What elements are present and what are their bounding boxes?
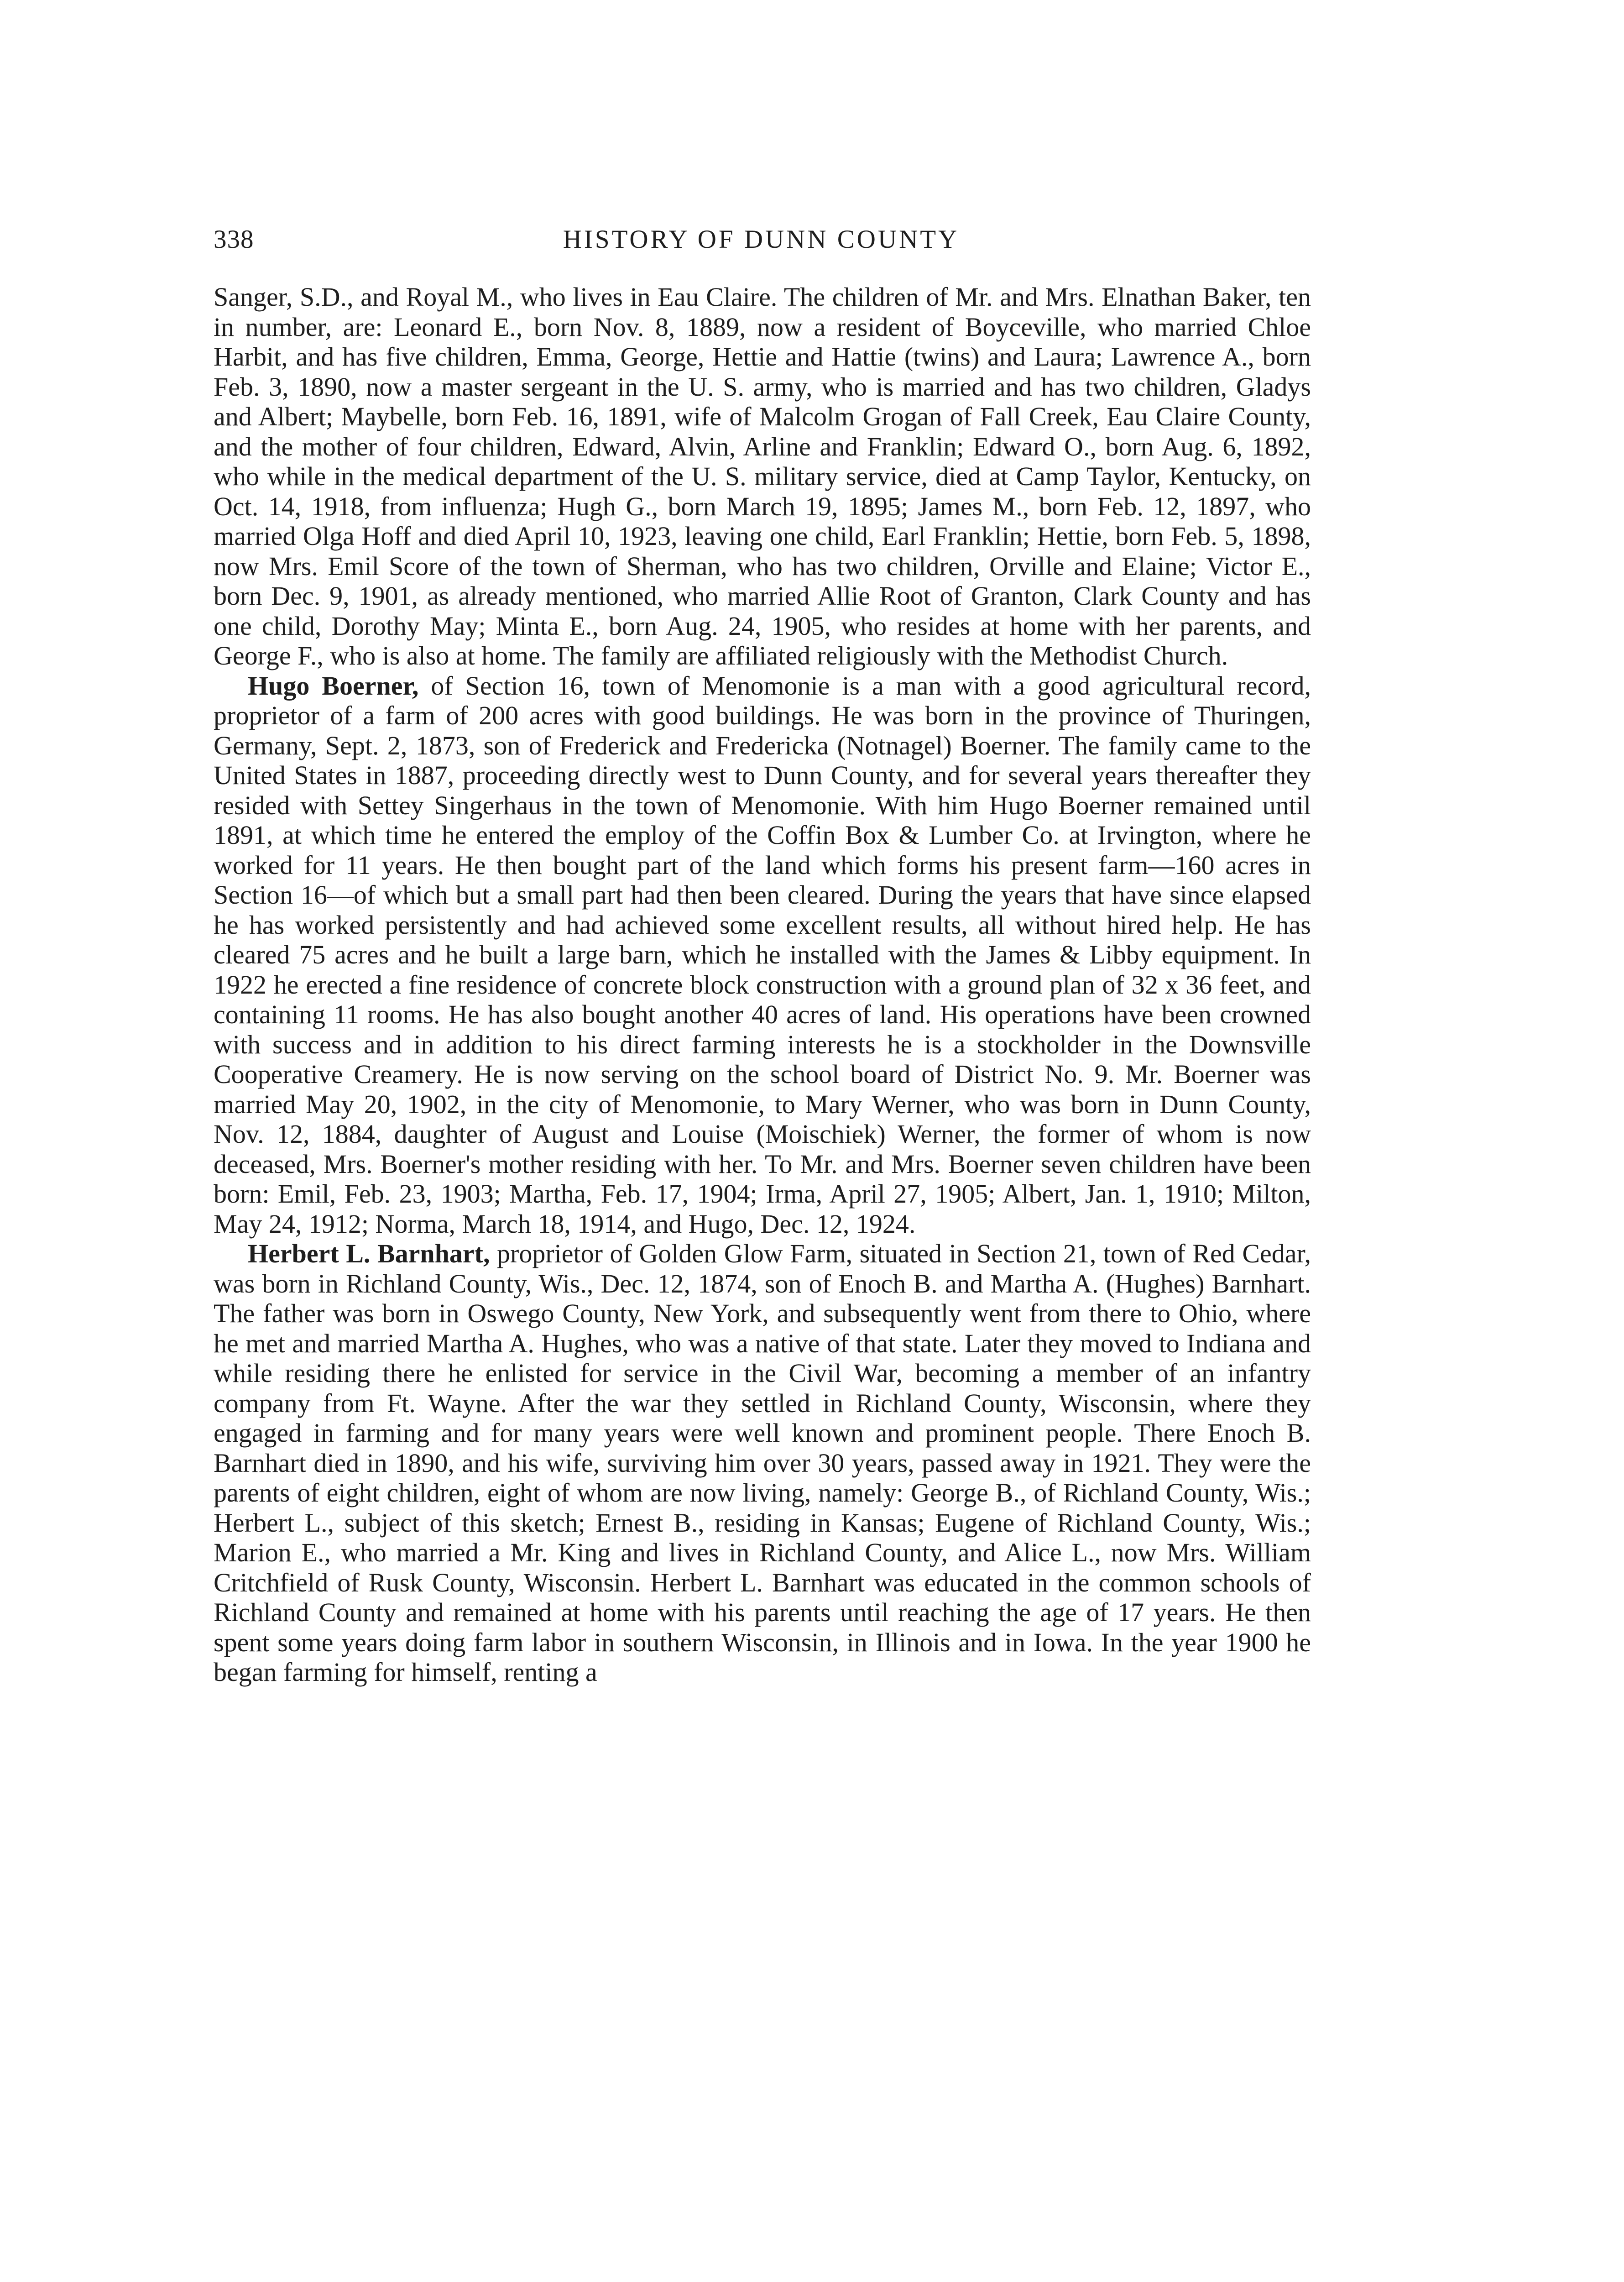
running-header bbox=[214, 219, 1309, 260]
page-number: 338 bbox=[214, 225, 254, 254]
biography-name-hugo-boerner: Hugo Boerner, bbox=[248, 670, 419, 701]
body-text bbox=[214, 282, 1311, 1687]
running-title: HISTORY OF DUNN COUNTY bbox=[563, 225, 960, 254]
biography-text-hugo-boerner: of Section 16, town of Menomonie is a man with a good agricultural record, proprietor of a farm of 200 acres with good buildings. He was born in the province of Thuringen, Germany, Sept. 2, 1873, son of Frederick and Fredericka (Notnagel) Boerner. The family came to the United States in 1887, proceeding directly west to Dunn County, and for several years thereafter they resided with Settey Singerhaus in the town of Menomonie. With him Hugo Boerner remained until 1891, at which time he entered the employ of the Coffin Box & Lumber Co. at Irvington, where he worked for 11 years. He then bought part of the land which forms his present farm—160 acres in Section 16—of which but a small part had then been cleared. During the years that have since elapsed he has worked persistently and had achieved some excellent results, all without hired help. He has cleared 75 acres and he built a large barn, which he installed with the James & Libby equipment. In 1922 he erected a fine residence of concrete block construction with a ground plan of 32 x 36 feet, and containing 11 rooms. He has also bought another 40 acres of land. His operations have been crowned with success and in addition to his direct farming interests he is a stockholder in the Downsville Cooperative Creamery. He is now serving on the school board of District No. 9. Mr. Boerner was married May 20, 1902, in the city of Menomonie, to Mary Werner, who was born in Dunn County, Nov. 12, 1884, daughter of August and Louise (Moischiek) Werner, the former of whom is now deceased, Mrs. Boerner's mother residing with her. To Mr. and Mrs. Boerner seven children have been born: Emil, Feb. 23, 1903; Martha, Feb. 17, 1904; Irma, April 27, 1905; Albert, Jan. 1, 1910; Milton, May 24, 1912; Norma, March 18, 1914, and Hugo, Dec. 12, 1924. bbox=[214, 670, 1311, 1239]
paragraph-herbert-barnhart bbox=[214, 1239, 1311, 1687]
paragraph-hugo-boerner bbox=[214, 671, 1311, 1239]
biography-text-herbert-barnhart: proprietor of Golden Glow Farm, situated in Section 21, town of Red Cedar, was born in Richland County, Wis., Dec. 12, 1874, son of Enoch B. and Martha A. (Hughes) Barnhart. The father was born in Oswego County, New York, and subsequently went from there to Ohio, where he met and married Martha A. Hughes, who was a native of that state. Later they moved to Indiana and while residing there he enlisted for service in the Civil War, becoming a member of an infantry company from Ft. Wayne. After the war they settled in Richland County, Wisconsin, where they engaged in farming and for many years were well known and prominent people. There Enoch B. Barnhart died in 1890, and his wife, surviving him over 30 years, passed away in 1921. They were the parents of eight children, eight of whom are now living, namely: George B., of Richland County, Wis.; Herbert L., subject of this sketch; Ernest B., residing in Kansas; Eugene of Richland County, Wis.; Marion E., who married a Mr. King and lives in Richland County, and Alice L., now Mrs. William Critchfield of Rusk County, Wisconsin. Herbert L. Barnhart was educated in the common schools of Richland County and remained at home with his parents until reaching the age of 17 years. He then spent some years doing farm labor in southern Wisconsin, in Illinois and in Iowa. In the year 1900 he began farming for himself, renting a bbox=[214, 1239, 1311, 1687]
paragraph-baker-family: Sanger, S.D., and Royal M., who lives in Eau Claire. The children of Mr. and Mrs. Elnathan Baker, ten in number, are: Leonard E., born Nov. 8, 1889, now a resident of Boyceville, who married Chloe Harbit, and has five children, Emma, George, Hettie and Hattie (twins) and Laura; Lawrence A., born Feb. 3, 1890, now a master sergeant in the U. S. army, who is married and has two children, Gladys and Albert; Maybelle, born Feb. 16, 1891, wife of Malcolm Grogan of Fall Creek, Eau Claire County, and the mother of four children, Edward, Alvin, Arline and Franklin; Edward O., born Aug. 6, 1892, who while in the medical department of the U. S. military service, died at Camp Taylor, Kentucky, on Oct. 14, 1918, from influenza; Hugh G., born March 19, 1895; James M., born Feb. 12, 1897, who married Olga Hoff and died April 10, 1923, leaving one child, Earl Franklin; Hettie, born Feb. 5, 1898, now Mrs. Emil Score of the town of Sherman, who has two children, Orville and Elaine; Victor E., born Dec. 9, 1901, as already mentioned, who married Allie Root of Granton, Clark County and has one child, Dorothy May; Minta E., born Aug. 24, 1905, who resides at home with her parents, and George F., who is also at home. The family are affiliated religiously with the Methodist Church. bbox=[214, 282, 1311, 670]
biography-name-herbert-barnhart: Herbert L. Barnhart, bbox=[248, 1239, 490, 1268]
